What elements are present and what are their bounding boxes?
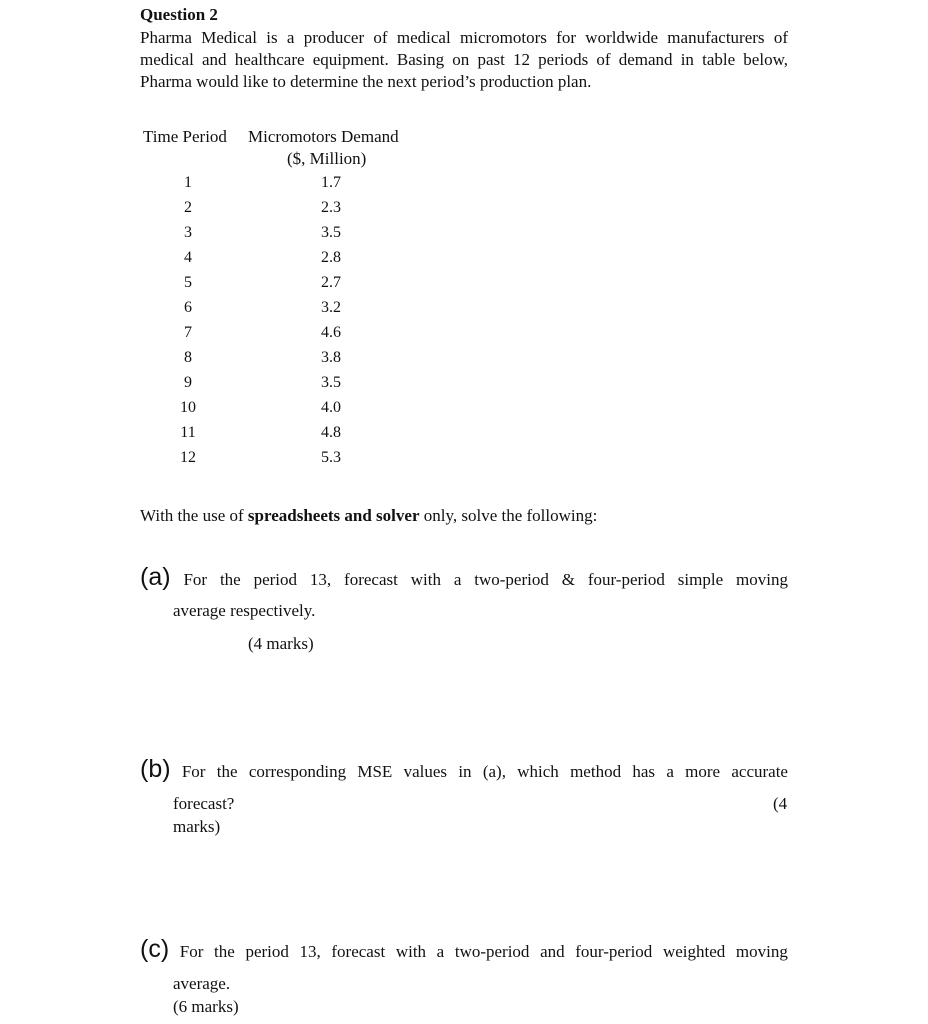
part-c-word: moving <box>735 942 788 961</box>
part-b-word: For <box>181 762 206 781</box>
part-b-word: in <box>458 762 472 781</box>
part-b-word: has <box>632 762 656 781</box>
table-cell-demand: 2.3 <box>321 199 341 216</box>
table-cell-period: 11 <box>180 424 196 441</box>
table-cell-demand: 3.8 <box>321 349 341 366</box>
part-a-word: forecast <box>344 570 398 589</box>
part-c-letter: (c) <box>140 935 170 963</box>
part-c-word: two-period <box>454 942 530 961</box>
table-cell-period: 4 <box>184 249 192 266</box>
instruction-text: With the use of spreadsheets and solver only, solve the following: <box>140 506 598 525</box>
part-a-line1 <box>140 563 788 592</box>
table-cell-demand: 3.5 <box>321 224 341 241</box>
part-c-word: 13, <box>299 942 321 961</box>
table-cell-demand: 2.8 <box>321 249 341 266</box>
part-a-word: the <box>219 570 241 589</box>
part-b-marks-start: (4 <box>773 794 788 813</box>
table-cell-period: 7 <box>184 324 192 341</box>
table-cell-demand: 4.0 <box>321 399 341 416</box>
part-c-word: weighted <box>662 942 726 961</box>
part-b-word: MSE <box>357 762 393 781</box>
table-header-demand-unit: ($, Million) <box>287 149 367 168</box>
part-b-word: a <box>666 762 674 781</box>
table-cell-period: 9 <box>184 374 192 391</box>
part-b-word: method <box>570 762 622 781</box>
part-c-word: For <box>179 942 204 961</box>
part-a-line2: average respectively. <box>173 601 316 620</box>
part-c-word: with <box>395 942 427 961</box>
part-a-marks: (4 marks) <box>248 634 314 653</box>
question-intro: Pharma Medical is a producer of medical micromotors for worldwide manufacturers of medical and healthcare equipment. Basing on past 12 periods of demand in table below, Pharma would like to determine the next period’s production plan. <box>140 28 788 91</box>
part-b-line2: forecast? <box>173 794 235 813</box>
part-c-word: forecast <box>331 942 386 961</box>
part-c-word: period <box>245 942 289 961</box>
part-a-word: & <box>561 570 575 589</box>
part-a-word: simple <box>677 570 724 589</box>
part-a-letter: (a) <box>140 563 171 591</box>
part-c-marks: (6 marks) <box>173 997 239 1016</box>
part-b-word: more <box>685 762 721 781</box>
table-cell-demand: 4.8 <box>321 424 341 441</box>
table-cell-period: 6 <box>184 299 192 316</box>
part-c-line1 <box>140 935 788 964</box>
table-cell-period: 8 <box>184 349 192 366</box>
part-a-word: 13, <box>309 570 332 589</box>
part-a-word: period <box>253 570 298 589</box>
table-cell-demand: 2.7 <box>321 274 341 291</box>
part-c-word: four-period <box>575 942 653 961</box>
table-cell-demand: 5.3 <box>321 449 341 466</box>
table-cell-period: 5 <box>184 274 192 291</box>
table-header-demand: Micromotors Demand <box>248 127 399 146</box>
table-cell-period: 2 <box>184 199 192 216</box>
table-cell-demand: 4.6 <box>321 324 341 341</box>
part-b-line1 <box>140 755 788 784</box>
part-c-word: a <box>436 942 445 961</box>
question-title: Question 2 <box>140 5 218 24</box>
table-cell-demand: 3.2 <box>321 299 341 316</box>
part-b-word: which <box>517 762 559 781</box>
part-c-word: the <box>214 942 235 961</box>
part-c-line2: average. <box>173 974 231 993</box>
table-cell-period: 12 <box>180 449 196 466</box>
table-header-period: Time Period <box>143 127 227 146</box>
part-b-word: the <box>216 762 238 781</box>
part-b-marks-end: marks) <box>173 817 221 836</box>
part-a-word: moving <box>736 570 788 589</box>
table-cell-period: 3 <box>184 224 192 241</box>
table-cell-demand: 3.5 <box>321 374 341 391</box>
part-a-word: For <box>183 570 208 589</box>
part-a-word: four-period <box>587 570 665 589</box>
table-cell-period: 1 <box>184 174 192 191</box>
part-b-word: (a), <box>482 762 506 781</box>
part-a-word: with <box>410 570 441 589</box>
part-b-letter: (b) <box>140 755 171 783</box>
part-a-word: a <box>453 570 462 589</box>
part-b-word: corresponding <box>248 762 347 781</box>
part-b-word: accurate <box>731 762 788 781</box>
part-b-word: values <box>403 762 448 781</box>
table-cell-demand: 1.7 <box>321 174 341 191</box>
table-cell-period: 10 <box>180 399 196 416</box>
part-a-word: two-period <box>474 570 549 589</box>
part-c-word: and <box>540 942 565 961</box>
